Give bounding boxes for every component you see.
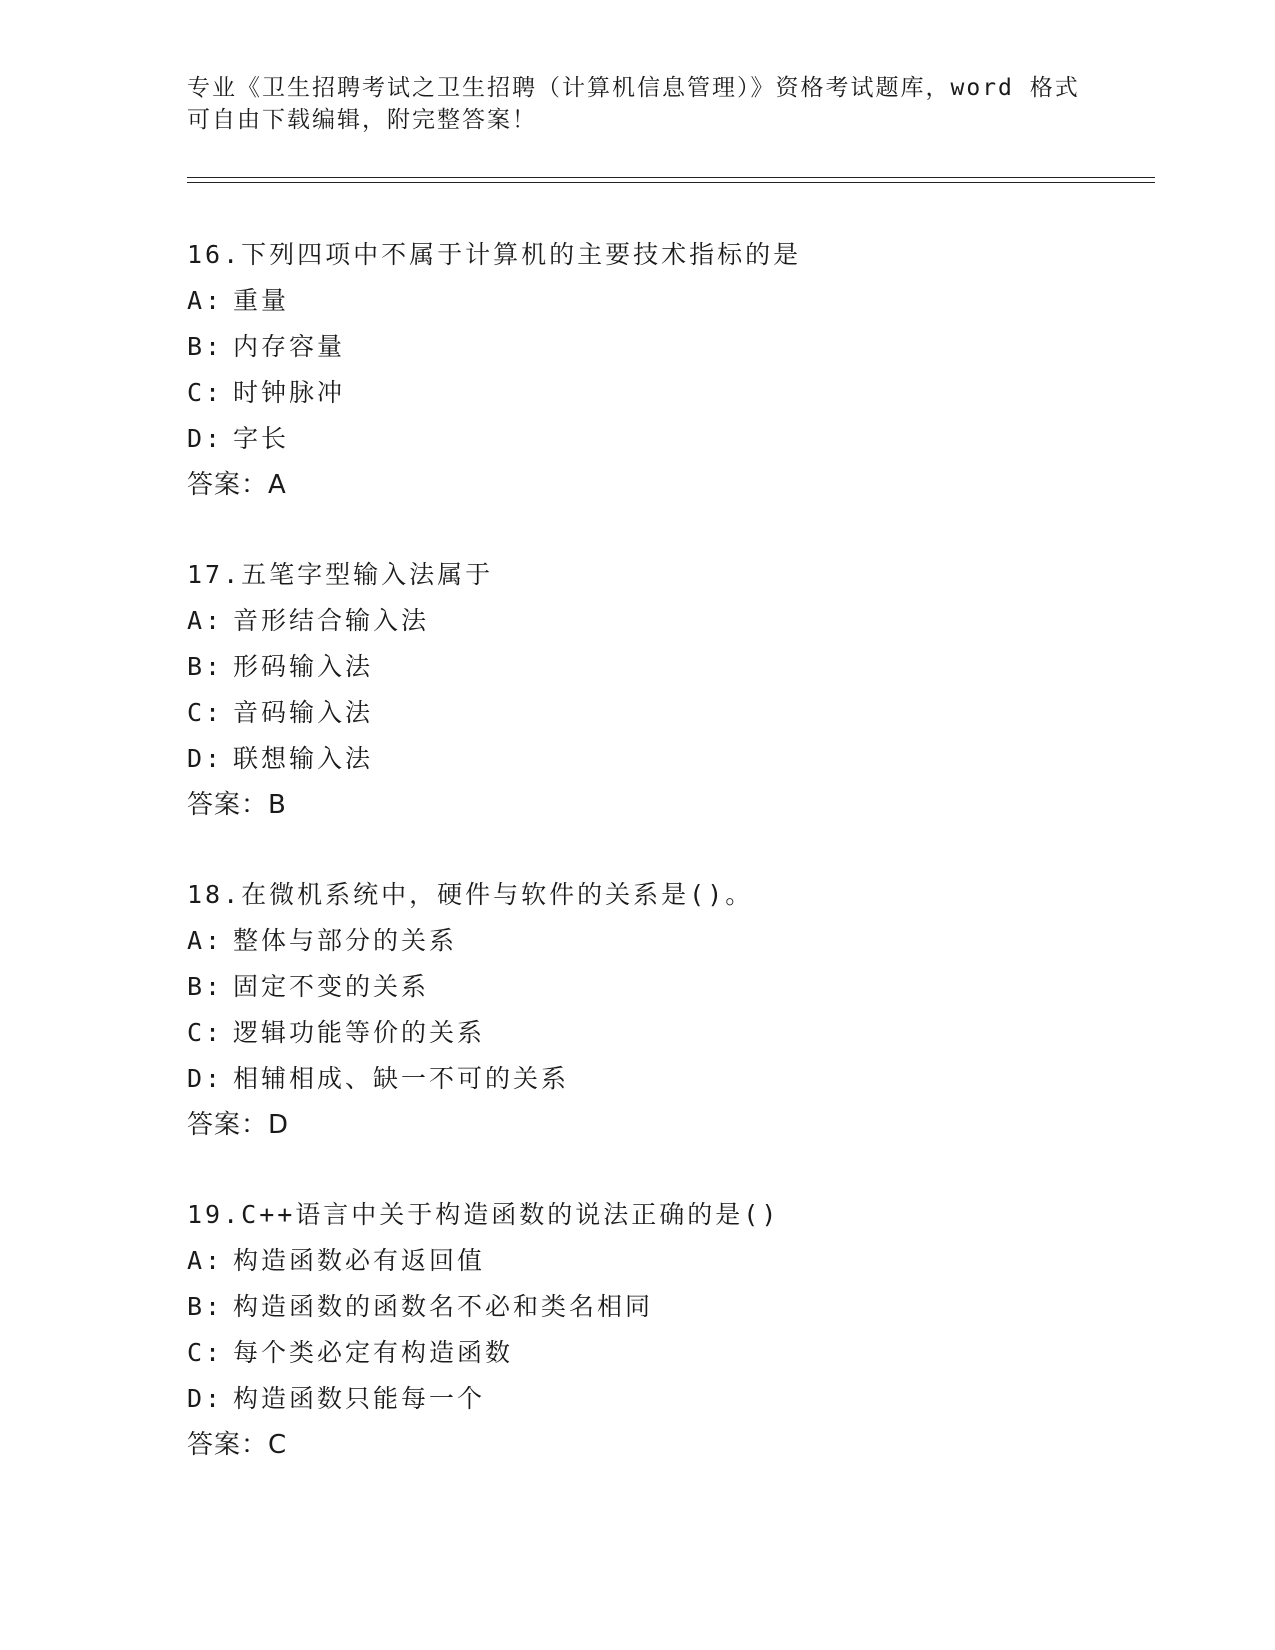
- question-19: [187, 1192, 1167, 1468]
- option-letter: B:: [187, 652, 224, 681]
- question-stem: 19.C++语言中关于构造函数的说法正确的是(): [187, 1200, 780, 1229]
- option-text: 字长: [233, 424, 290, 453]
- option-text: 相辅相成、缺一不可的关系: [233, 1064, 570, 1093]
- answer-line: 答案：C: [187, 1430, 288, 1460]
- option-a: [187, 278, 1167, 324]
- option-a: [187, 598, 1167, 644]
- option-letter: B:: [187, 1292, 224, 1321]
- question-stem: 16.下列四项中不属于计算机的主要技术指标的是: [187, 240, 802, 269]
- option-a: [187, 1238, 1167, 1284]
- option-text: 形码输入法: [233, 652, 374, 681]
- option-letter: A:: [187, 606, 224, 635]
- option-text: 联想输入法: [233, 744, 374, 773]
- option-d: [187, 736, 1167, 782]
- option-c: [187, 1330, 1167, 1376]
- option-letter: B:: [187, 332, 224, 361]
- option-d: [187, 1376, 1167, 1422]
- option-text: 音形结合输入法: [233, 606, 430, 635]
- option-letter: D:: [187, 424, 224, 453]
- answer-line: 答案：D: [187, 1110, 290, 1140]
- option-text: 音码输入法: [233, 698, 374, 727]
- question-stem: 18.在微机系统中，硬件与软件的关系是()。: [187, 880, 754, 909]
- option-b: [187, 1284, 1167, 1330]
- question-stem: 17.五笔字型输入法属于: [187, 560, 494, 589]
- option-text: 逻辑功能等价的关系: [233, 1018, 486, 1047]
- option-letter: D:: [187, 1064, 224, 1093]
- option-d: [187, 416, 1167, 462]
- option-b: [187, 964, 1167, 1010]
- question-18: [187, 872, 1167, 1148]
- option-letter: A:: [187, 1246, 224, 1275]
- header-divider-top: [187, 177, 1155, 178]
- option-text: 重量: [233, 286, 290, 315]
- option-letter: C:: [187, 1338, 224, 1367]
- option-letter: C:: [187, 378, 224, 407]
- option-letter: B:: [187, 972, 224, 1001]
- question-16: [187, 232, 1167, 508]
- answer-line: 答案：A: [187, 470, 287, 500]
- answer-line: 答案：B: [187, 790, 287, 820]
- option-letter: C:: [187, 1018, 224, 1047]
- option-letter: C:: [187, 698, 224, 727]
- document-header: [187, 72, 1087, 136]
- option-text: 整体与部分的关系: [233, 926, 458, 955]
- option-b: [187, 324, 1167, 370]
- header-line-1: 专业《卫生招聘考试之卫生招聘（计算机信息管理）》资格考试题库，word 格式: [187, 75, 1080, 101]
- option-c: [187, 370, 1167, 416]
- option-a: [187, 918, 1167, 964]
- option-d: [187, 1056, 1167, 1102]
- question-17: [187, 552, 1167, 828]
- option-text: 每个类必定有构造函数: [233, 1338, 514, 1367]
- option-letter: D:: [187, 1384, 224, 1413]
- option-c: [187, 1010, 1167, 1056]
- option-c: [187, 690, 1167, 736]
- header-line-2: 可自由下载编辑，附完整答案！: [187, 107, 537, 133]
- option-letter: A:: [187, 286, 224, 315]
- option-text: 固定不变的关系: [233, 972, 430, 1001]
- option-letter: D:: [187, 744, 224, 773]
- option-text: 构造函数的函数名不必和类名相同: [233, 1292, 654, 1321]
- option-text: 构造函数只能每一个: [233, 1384, 486, 1413]
- header-divider-bottom: [187, 182, 1155, 183]
- option-letter: A:: [187, 926, 224, 955]
- option-b: [187, 644, 1167, 690]
- option-text: 构造函数必有返回值: [233, 1246, 486, 1275]
- option-text: 时钟脉冲: [233, 378, 346, 407]
- option-text: 内存容量: [233, 332, 346, 361]
